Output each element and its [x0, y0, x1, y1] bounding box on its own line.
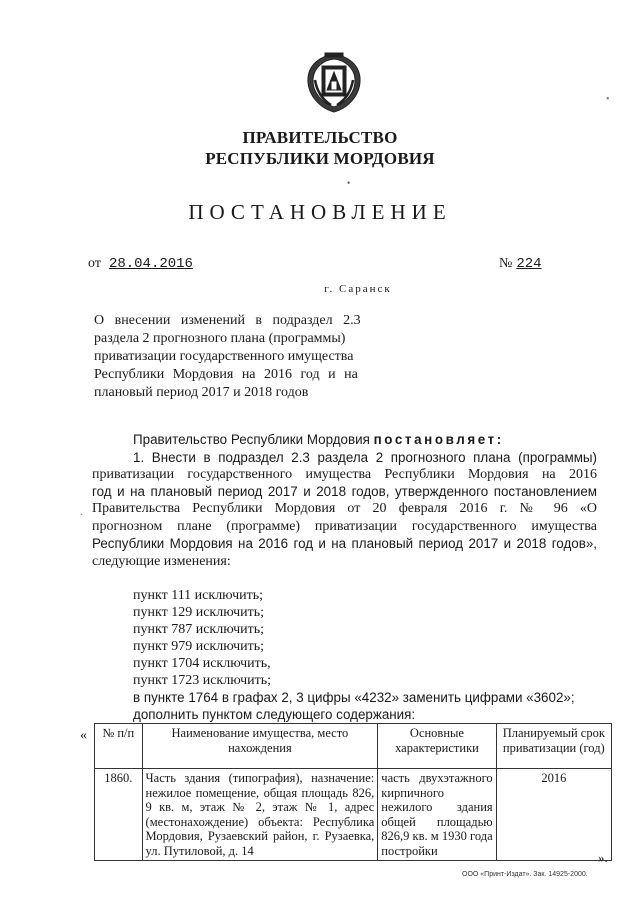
change-item: в пункте 1764 в графах 2, 3 цифры «4232» заменить цифрами «3602»;	[133, 690, 575, 705]
change-item: пункт 111 исключить;	[133, 588, 264, 603]
subject-line: раздела 2 прогнозного плана (программы)	[94, 331, 346, 346]
preamble	[133, 431, 504, 449]
header-cell-number: № п/п	[95, 724, 143, 769]
subject-line: О внесении изменений в подраздел 2.3	[94, 313, 361, 328]
change-item: пункт 787 исключить;	[133, 622, 265, 637]
printer-footer: ООО «Принт-Издат». Зак. 14925-2000.	[462, 871, 588, 878]
body-line: прогнозном плане (программе) приватизации государственного имущества	[92, 519, 597, 534]
date-prefix: от	[88, 256, 101, 271]
date-field	[88, 256, 203, 272]
row-cell-number: 1860.	[95, 769, 143, 861]
body-line: следующие изменения:	[92, 554, 231, 569]
header-cell-term: Планируемый срок приватизации (год)	[496, 724, 611, 769]
row-cell-name: Часть здания (типография), назначение: нежилое помещение, общая площадь 826, 9 кв. м, этаж № 2, этаж № 1, адрес (местонахождение) объекта: Республика Мордовия, Рузаевский район, г. Рузаевка, ул. Путиловой, д. 14	[142, 769, 378, 861]
margin-mark-icon: ·	[80, 510, 84, 521]
number-field	[499, 256, 566, 272]
table-row	[95, 769, 612, 861]
subject-line: приватизации государственного имущества	[94, 349, 354, 364]
margin-mark-icon: •	[606, 94, 610, 105]
property-table	[94, 723, 612, 861]
decorative-star-icon: •	[347, 178, 351, 188]
org-name-line1: ПРАВИТЕЛЬСТВО	[242, 128, 398, 147]
change-item: пункт 979 исключить;	[133, 639, 265, 654]
table-header-row	[95, 724, 612, 769]
city-label: г. Саранск	[324, 283, 392, 295]
number-value: 224	[516, 256, 542, 272]
change-item: дополнить пунктом следующего содержания:	[133, 707, 416, 722]
change-item: пункт 1723 исключить;	[133, 673, 272, 688]
preamble-verb: постановляет:	[373, 432, 504, 447]
coat-of-arms-emblem	[303, 50, 365, 116]
change-item: пункт 129 исключить;	[133, 605, 265, 620]
row-cell-characteristics: часть двухэтажного кирпичного нежилого здания общей площадью 826,9 кв. м 1930 года постройки	[378, 769, 496, 861]
change-item: пункт 1704 исключить,	[133, 656, 271, 671]
body-line: год и на плановый период 2017 и 2018 годов, утвержденного постановлением	[92, 484, 597, 499]
preamble-text: Правительство Республики Мордовия	[133, 432, 370, 447]
row-cell-term: 2016	[496, 769, 611, 861]
body-line: приватизации государственного имущества Республики Мордовия на 2016	[92, 467, 597, 482]
body-line: 1. Внести в подраздел 2.3 раздела 2 прогнозного плана (программы)	[133, 450, 597, 465]
org-name-line2: РЕСПУБЛИКИ МОРДОВИЯ	[205, 149, 435, 168]
body-line: Республики Мордовия на 2016 год и на плановый период 2017 и 2018 годов»,	[92, 536, 597, 551]
header-cell-name: Наименование имущества, место нахождения	[142, 724, 378, 769]
subject-line: Республики Мордовия на 2016 год и на	[94, 367, 358, 382]
header-cell-characteristics: Основные характеристики	[378, 724, 496, 769]
subject-line: плановый период 2017 и 2018 годов	[94, 385, 309, 400]
date-value: 28.04.2016	[108, 256, 193, 272]
table-open-quote: «	[80, 728, 87, 743]
number-prefix: №	[499, 256, 513, 271]
body-line: Правительства Республики Мордовия от 20 февраля 2016 г. № 96 «О	[92, 501, 597, 516]
document-type-title: ПОСТАНОВЛЕНИЕ	[188, 200, 452, 224]
table-close-quote: ».	[598, 850, 608, 865]
